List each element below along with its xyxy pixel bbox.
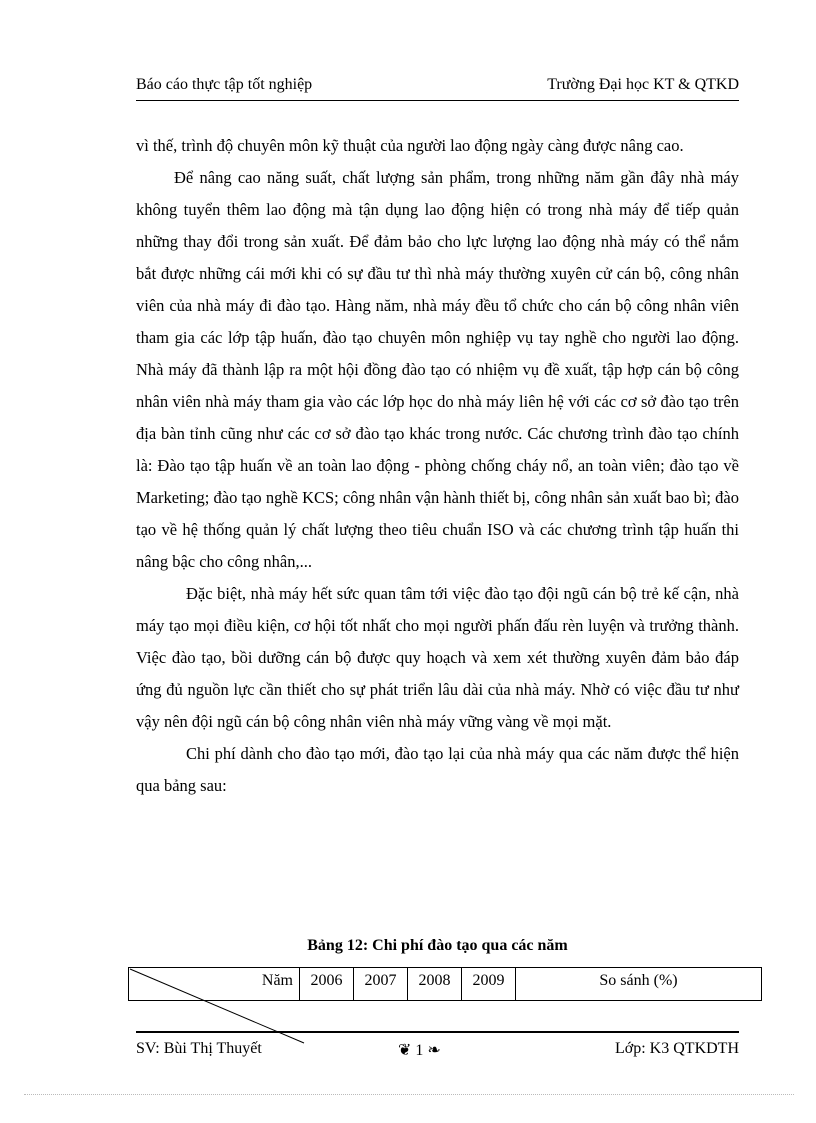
page-number <box>398 1040 441 1060</box>
body-text <box>136 130 739 802</box>
page-header <box>136 76 739 101</box>
footer-student: SV: Bùi Thị Thuyết <box>136 1040 262 1057</box>
paragraph-young-staff: Đặc biệt, nhà máy hết sức quan tâm tới việc đào tạo đội ngũ cán bộ trẻ kế cận, nhà máy tạo mọi điều kiện, cơ hội tốt nhất cho mọi người phấn đấu rèn luyện và trưởng thành. Việc đào tạo, bồi dưỡng cán bộ được quy hoạch và xem xét thường xuyên đảm bảo đáp ứng đủ nguồn lực cần thiết cho sự phát triển lâu dài của nhà máy. Nhờ có việc đầu tư như vậy nên đội ngũ cán bộ công nhân viên nhà máy vững vàng về mọi mặt. <box>136 584 739 731</box>
ornament-right-icon: ❧ <box>423 1042 441 1059</box>
corner-diagonal-line <box>128 967 308 1047</box>
paragraph-training: Để nâng cao năng suất, chất lượng sản phẩm, trong những năm gần đây nhà máy không tuyển thêm lao động mà tận dụng lao động hiện có trong nhà máy để tiếp quản những thay đổi trong sản xuất. Để đảm bảo cho lực lượng lao động nhà máy có thể nắm bắt được những cái mới khi có sự đầu tư thì nhà máy thường xuyên cử cán bộ, công nhân viên của nhà máy đi đào tạo. Hàng năm, nhà máy đều tổ chức cho cán bộ công nhân viên tham gia các lớp tập huấn, đào tạo chuyên môn nghiệp vụ tay nghề cho người lao động. Nhà máy đã thành lập ra một hội đồng đào tạo có nhiệm vụ đề xuất, tập hợp cán bộ công nhân viên nhà máy tham gia vào các lớp học do nhà máy liên hệ với các cơ sở đào tạo trên địa bàn tỉnh cũng như các cơ sở đào tạo khác trong nước. Các chương trình đào tạo chính là: Đào tạo tập huấn về an toàn lao động - phòng chống cháy nổ, an toàn viên; đào tạo về Marketing; đào tạo nghề KCS; công nhân vận hành thiết bị, công nhân sản xuất bao bì; đào tạo về hệ thống quản lý chất lượng theo tiêu chuẩn ISO và các chương trình tập huấn thi nâng bậc cho công nhân,... <box>136 168 739 571</box>
ornament-left-icon: ❦ <box>398 1042 416 1059</box>
table-caption: Bảng 12: Chi phí đào tạo qua các năm <box>307 937 568 954</box>
header-report-title: Báo cáo thực tập tốt nghiệp <box>136 76 313 93</box>
page-edge-dots <box>24 1094 794 1095</box>
footer-rule <box>136 1031 739 1033</box>
page-number-value: 1 <box>415 1042 424 1059</box>
paragraph-costs-intro: Chi phí dành cho đào tạo mới, đào tạo lại của nhà máy qua các năm được thể hiện qua bảng sau: <box>136 744 739 795</box>
compare-cell: So sánh (%) <box>516 968 762 1001</box>
footer-class: Lớp: K3 QTKDTH <box>615 1040 739 1057</box>
year-cell: 2009 <box>462 968 516 1001</box>
header-university: Trường Đại học KT & QTKD <box>547 76 739 93</box>
year-cell: 2008 <box>408 968 462 1001</box>
paragraph-continuation: vì thế, trình độ chuyên môn kỹ thuật của người lao động ngày càng được nâng cao. <box>136 136 684 155</box>
page-footer <box>136 1040 739 1062</box>
year-cell: 2007 <box>354 968 408 1001</box>
corner-cell: Năm <box>129 968 300 1001</box>
year-cell: 2006 <box>300 968 354 1001</box>
